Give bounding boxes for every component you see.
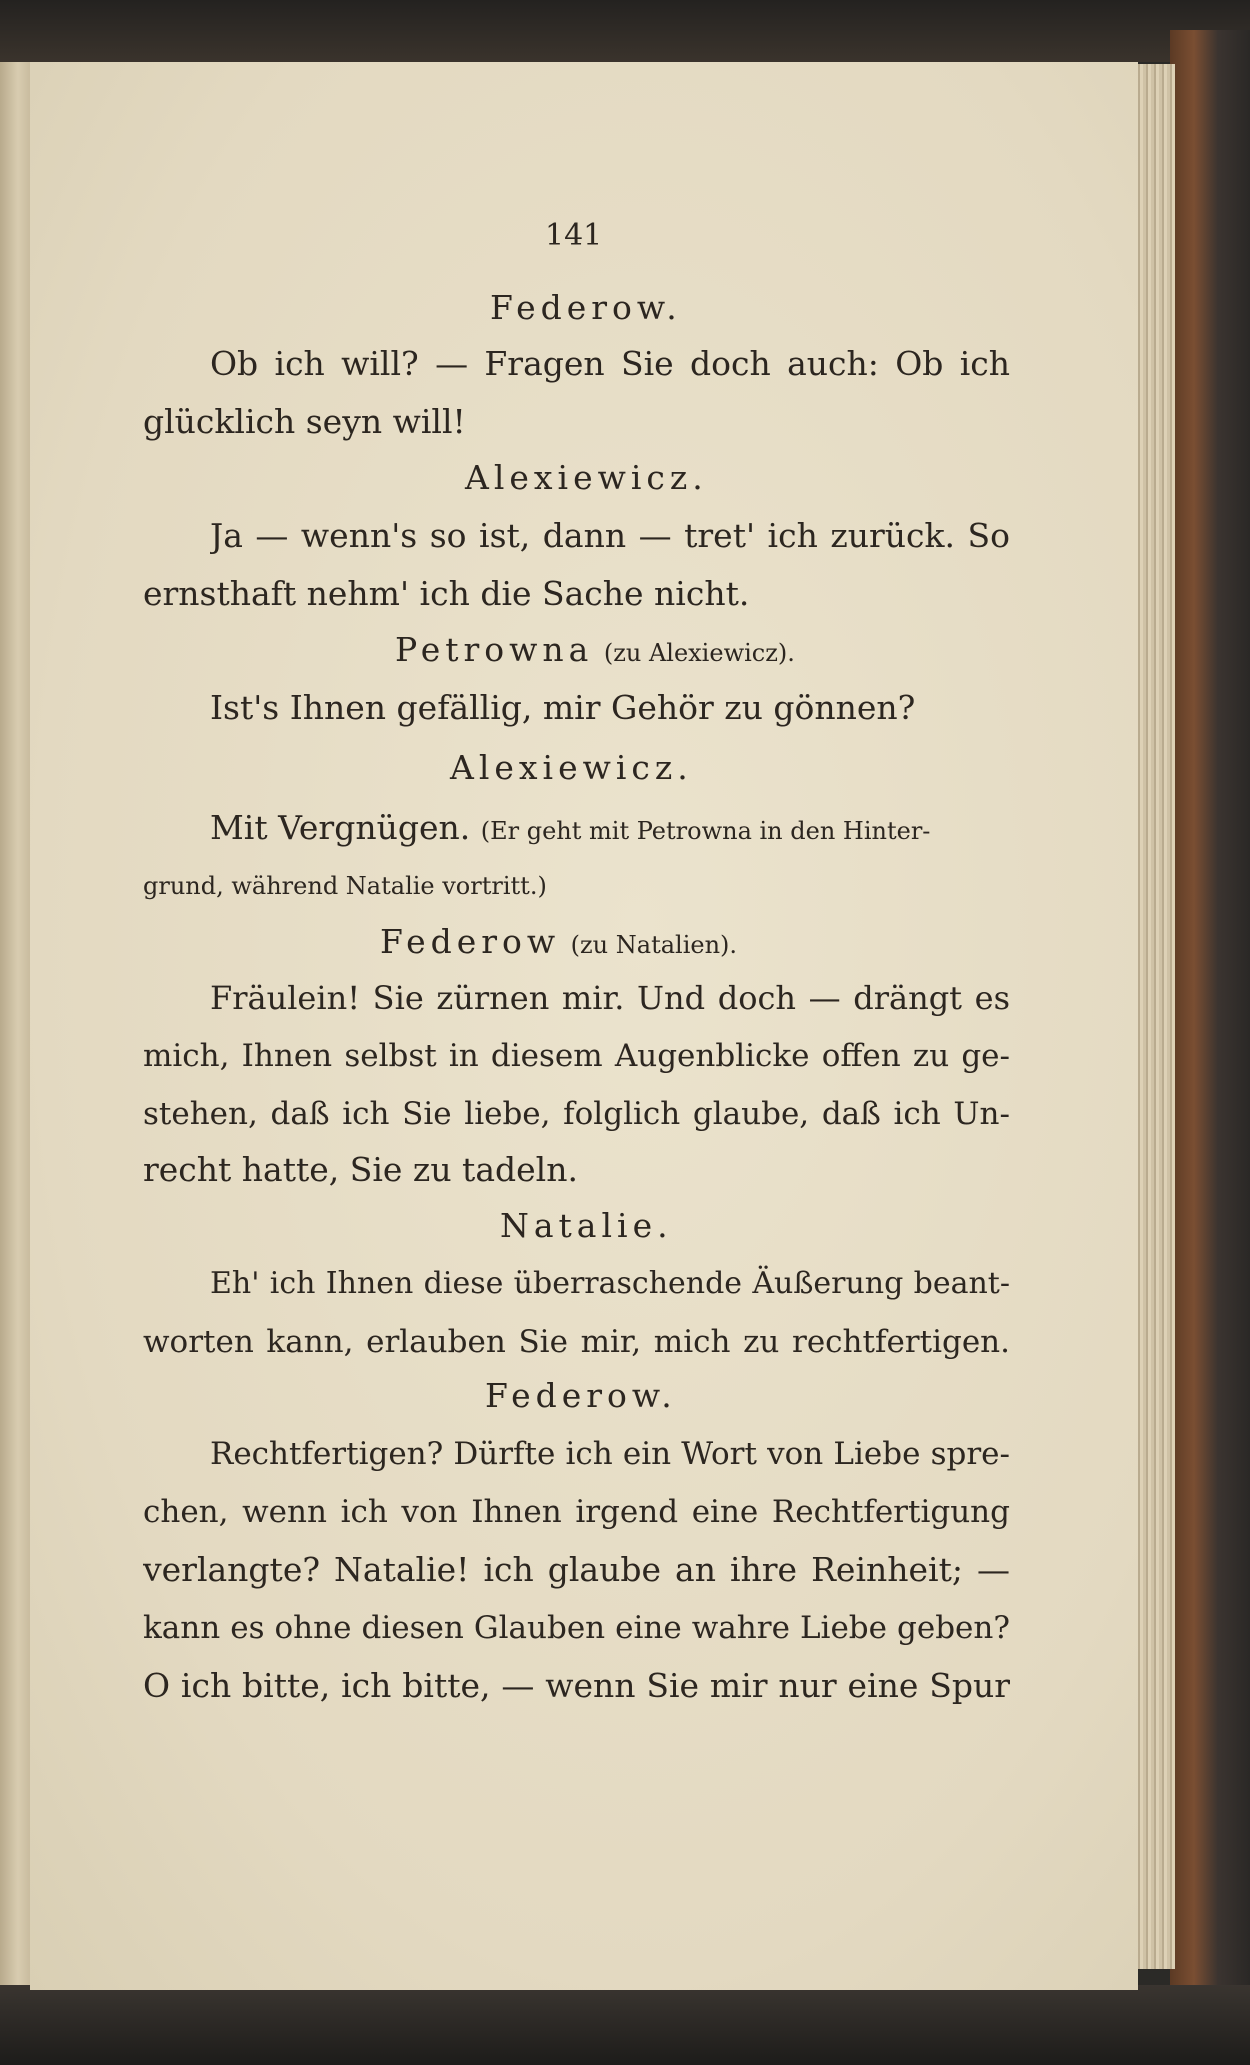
stage-direction: (zu Natalien). [570, 931, 738, 959]
speaker-name: Petrowna [395, 630, 594, 669]
text-line: Ja — wenn's so ist, dann — tret' ich zurück. So [210, 516, 1010, 555]
book-cover-top [0, 0, 1250, 62]
text-line: Ist's Ihnen gefällig, mir Gehör zu gönnen? [210, 688, 916, 727]
text-line: Eh' ich Ihnen diese überraschende Äußerung beant- [210, 1266, 1010, 1301]
text-line: worten kann, erlauben Sie mir, mich zu rechtfertigen. [143, 1324, 1010, 1360]
text-line: mich, Ihnen selbst in diesem Augenblicke offen zu ge- [143, 1038, 1010, 1074]
text-line: Rechtfertigen? Dürfte ich ein Wort von Liebe spre- [210, 1436, 1010, 1472]
stage-direction: grund, während Natalie vortritt.) [143, 872, 547, 900]
page-edges [1135, 64, 1175, 1969]
text-line: kann es ohne diesen Glauben eine wahre Liebe geben? [143, 1610, 1010, 1646]
speaker-name: Federow. [490, 288, 682, 327]
text-line [210, 808, 930, 847]
book-cover-bottom [0, 1985, 1250, 2065]
speaker-name: Federow. [485, 1376, 677, 1415]
speaker-name: Alexiewicz. [450, 748, 693, 787]
page-number: 141 [545, 218, 603, 253]
dialogue-text: Mit Vergnügen. [210, 808, 471, 847]
text-line: O ich bitte, ich bitte, — wenn Sie mir nur eine Spur [143, 1666, 1010, 1705]
text-line: ernsthaft nehm' ich die Sache nicht. [143, 574, 750, 613]
text-line: Fräulein! Sie zürnen mir. Und doch — drängt es [210, 979, 1010, 1017]
text-line: glücklich seyn will! [143, 402, 466, 441]
speaker-name: Federow [380, 922, 561, 961]
speaker-line [380, 922, 737, 961]
text-line: Ob ich will? — Fragen Sie doch auch: Ob ich [210, 344, 1010, 383]
text-line: verlangte? Natalie! ich glaube an ihre Reinheit; — [143, 1550, 1010, 1589]
book-cover-right [1170, 30, 1250, 2030]
stage-direction: (zu Alexiewicz). [603, 639, 795, 667]
speaker-name: Alexiewicz. [465, 458, 708, 497]
left-page-edge [0, 62, 30, 1992]
text-line: recht hatte, Sie zu tadeln. [143, 1150, 578, 1189]
text-line: stehen, daß ich Sie liebe, folglich glaube, daß ich Un- [143, 1096, 1010, 1132]
speaker-line [395, 630, 795, 669]
speaker-name: Natalie. [500, 1206, 673, 1245]
text-line: chen, wenn ich von Ihnen irgend eine Rechtfertigung [143, 1494, 1010, 1530]
stage-direction: (Er geht mit Petrowna in den Hinter- [480, 817, 931, 845]
